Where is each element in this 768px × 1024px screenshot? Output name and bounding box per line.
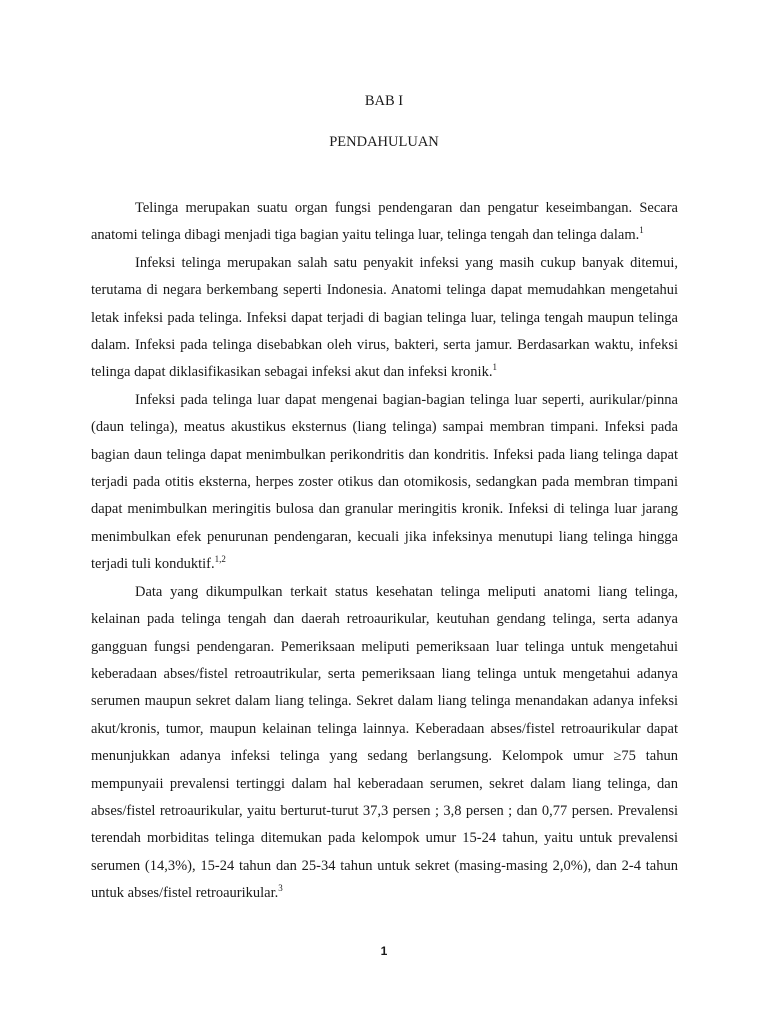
paragraph-2-text: Infeksi telinga merupakan salah satu penyakit infeksi yang masih cukup banyak ditemui, terutama di negara berkembang seperti Indonesia. Anatomi telinga dapat memudahkan mengetahui letak infeksi pada telinga. Infeksi dapat terjadi di bagian telinga luar, telinga tengah maupun telinga dalam. Infeksi pada telinga disebabkan oleh virus, bakteri, serta jamur. Berdasarkan waktu, infeksi telinga dapat diklasifikasikan sebagai infeksi akut dan infeksi kronik. [91, 254, 678, 381]
paragraph-4 [91, 579, 678, 908]
citation-ref: 1 [492, 362, 497, 373]
body-text [91, 195, 678, 908]
paragraph-3 [91, 387, 678, 579]
chapter-title: PENDAHULUAN [329, 134, 439, 150]
paragraph-4-text: Data yang dikumpulkan terkait status kesehatan telinga meliputi anatomi liang telinga, kelainan pada telinga tengah dan daerah retroaurikular, keutuhan gendang telinga, serta adanya gangguan fungsi pendengaran. Pemeriksaan meliputi pemeriksaan luar telinga untuk mengetahui keberadaan abses/fistel retroautrikular, serta pemeriksaan liang telinga untuk mengetahui adanya serumen maupun sekret dalam liang telinga. Sekret dalam liang telinga menandakan adanya infeksi akut/kronis, tumor, maupun kelainan telinga lainnya. Keberadaan abses/fistel retroaurikular dapat menunjukkan adanya infeksi telinga yang sedang berlangsung. Kelompok umur ≥75 tahun mempunyaii prevalensi tertinggi dalam hal keberadaan serumen, sekret dalam liang telinga, dan abses/fistel retroaurikular, yaitu berturut-turut 37,3 persen ; 3,8 persen ; dan 0,77 persen. Prevalensi terendah morbiditas telinga ditemukan pada kelompok umur 15-24 tahun, yaitu untuk prevalensi serumen (14,3%), 15-24 tahun dan 25-34 tahun untuk sekret (masing-masing 2,0%), dan 2-4 tahun untuk abses/fistel retroaurikular. [91, 583, 678, 902]
chapter-label: BAB I [364, 93, 404, 109]
paragraph-2 [91, 250, 678, 387]
paragraph-1 [91, 195, 678, 250]
citation-ref: 3 [278, 883, 283, 894]
page-number: 1 [380, 944, 388, 958]
paragraph-3-text: Infeksi pada telinga luar dapat mengenai bagian-bagian telinga luar seperti, aurikular/pinna (daun telinga), meatus akustikus eksternus (liang telinga) sampai membran timpani. Infeksi pada bagian daun telinga dapat menimbulkan perikondritis dan kondritis. Infeksi pada liang telinga dapat terjadi pada otitis eksterna, herpes zoster otikus dan otomikosis, sedangkan pada membran timpani dapat menimbulkan meringitis bulosa dan granular meringitis kronik. Infeksi di telinga luar jarang menimbulkan efek penurunan pendengaran, kecuali jika infeksinya menutupi liang telinga hingga terjadi tuli konduktif. [91, 391, 678, 573]
citation-ref: 1 [639, 225, 644, 236]
paragraph-1-text: Telinga merupakan suatu organ fungsi pendengaran dan pengatur keseimbangan. Secara anatomi telinga dibagi menjadi tiga bagian yaitu telinga luar, telinga tengah dan telinga dalam. [91, 200, 678, 244]
citation-ref: 1,2 [214, 554, 226, 565]
